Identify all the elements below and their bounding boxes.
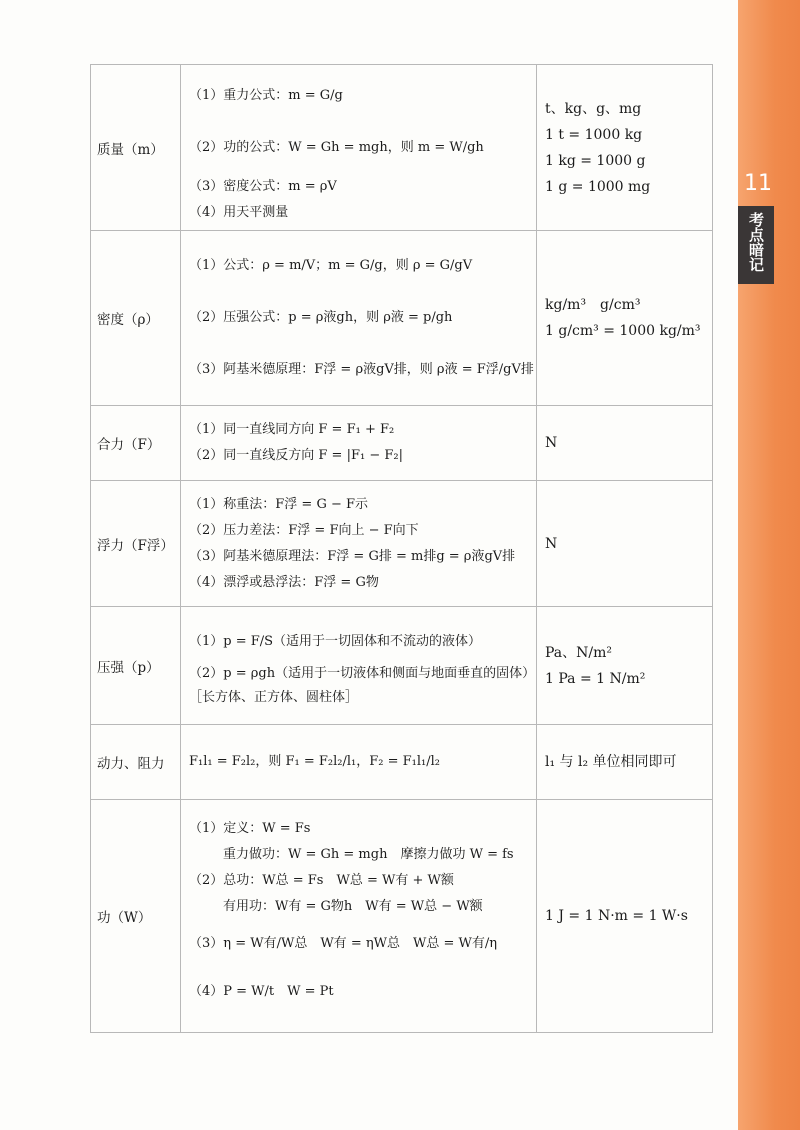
formula-line: （1）公式：ρ = m/V；m = G/g，则 ρ = G/gV bbox=[189, 258, 473, 273]
quantity-cell: 压强（p） bbox=[91, 607, 181, 725]
unit-cell bbox=[537, 406, 713, 481]
unit-cell bbox=[537, 725, 713, 800]
formula-line: （2）p = ρgh（适用于一切液体和侧面与地面垂直的固体）［长方体、正方体、圆柱体］ bbox=[189, 665, 529, 705]
quantity-cell: 合力（F） bbox=[91, 406, 181, 481]
unit-line: 1 t = 1000 kg bbox=[545, 126, 643, 143]
formula-line: （3）η = W有/W总 W有 = ηW总 W总 = W有/η bbox=[189, 936, 498, 951]
unit-line: Pa、N/m² bbox=[545, 644, 612, 661]
unit-line: N bbox=[545, 435, 558, 451]
unit-line: 1 J = 1 N·m = 1 W·s bbox=[545, 908, 688, 924]
unit-cell bbox=[537, 481, 713, 607]
formula-line: 重力做功：W = Gh = mgh 摩擦力做功 W = fs bbox=[223, 847, 514, 862]
formula-line: （2）功的公式：W = Gh = mgh，则 m = W/gh bbox=[189, 139, 484, 155]
unit-line: N bbox=[545, 535, 558, 552]
formula-line: 有用功：W有 = G物h W有 = W总 − W额 bbox=[223, 899, 483, 914]
formula-line: （2）压力差法：F浮 = F向上 − F向下 bbox=[189, 522, 419, 538]
formula-line: （4）用天平测量 bbox=[189, 204, 289, 220]
chapter-tab-label: 考点暗记 bbox=[747, 212, 765, 272]
formula-line: （1）称重法：F浮 = G − F示 bbox=[189, 496, 369, 512]
formula-line: （4）P = W/t W = Pt bbox=[189, 984, 334, 999]
formula-line: （3）阿基米德原理：F浮 = ρ液gV排，则 ρ液 = F浮/gV排 bbox=[189, 362, 534, 377]
formula-cell bbox=[181, 65, 537, 231]
unit-line: t、kg、g、mg bbox=[545, 100, 642, 117]
formula-line: （1）定义：W = Fs bbox=[189, 821, 311, 836]
formula-line: （2）同一直线反方向 F = |F₁ − F₂| bbox=[189, 448, 403, 463]
unit-line: 1 kg = 1000 g bbox=[545, 152, 646, 169]
formula-line: （2）总功：W总 = Fs W总 = W有 + W额 bbox=[189, 873, 454, 888]
table-row-buoyancy bbox=[91, 481, 713, 607]
formula-cell bbox=[181, 406, 537, 481]
unit-line: kg/m³ g/cm³ bbox=[545, 297, 641, 313]
quantity-cell: 质量（m） bbox=[91, 65, 181, 231]
unit-line: 1 g/cm³ = 1000 kg/m³ bbox=[545, 323, 701, 339]
table-row-resultant-force bbox=[91, 406, 713, 481]
table-row-mass bbox=[91, 65, 713, 231]
formula-cell bbox=[181, 607, 537, 725]
table-row-density bbox=[91, 231, 713, 406]
quantity-cell: 密度（ρ） bbox=[91, 231, 181, 406]
unit-cell bbox=[537, 607, 713, 725]
chapter-number: 11 bbox=[744, 171, 772, 196]
table-row-lever bbox=[91, 725, 713, 800]
unit-line: l₁ 与 l₂ 单位相同即可 bbox=[545, 754, 677, 770]
formula-cell bbox=[181, 481, 537, 607]
unit-cell bbox=[537, 800, 713, 1033]
unit-line: 1 g = 1000 mg bbox=[545, 178, 651, 195]
unit-cell bbox=[537, 65, 713, 231]
formula-line: （2）压强公式：p = ρ液gh，则 ρ液 = p/gh bbox=[189, 310, 453, 325]
quantity-cell: 浮力（F浮） bbox=[91, 481, 181, 607]
formula-line: F₁l₁ = F₂l₂，则 F₁ = F₂l₂/l₁，F₂ = F₁l₁/l₂ bbox=[189, 754, 440, 769]
formula-cell bbox=[181, 800, 537, 1033]
formula-cell bbox=[181, 231, 537, 406]
table-row-work bbox=[91, 800, 713, 1033]
formula-line: （1）p = F/S（适用于一切固体和不流动的液体） bbox=[189, 633, 482, 649]
formula-line: （4）漂浮或悬浮法：F浮 = G物 bbox=[189, 574, 379, 590]
chapter-tab bbox=[738, 206, 774, 284]
table-row-pressure bbox=[91, 607, 713, 725]
unit-cell bbox=[537, 231, 713, 406]
unit-line: 1 Pa = 1 N/m² bbox=[545, 670, 646, 687]
formula-line: （3）阿基米德原理法：F浮 = G排 = m排g = ρ液gV排 bbox=[189, 548, 516, 564]
formula-line: （1）同一直线同方向 F = F₁ + F₂ bbox=[189, 422, 395, 437]
quantity-cell: 功（W） bbox=[91, 800, 181, 1033]
formula-line: （3）密度公式：m = ρV bbox=[189, 178, 337, 194]
quantity-cell: 动力、阻力 bbox=[91, 725, 181, 800]
formula-table bbox=[90, 64, 713, 1033]
formula-cell bbox=[181, 725, 537, 800]
formula-line: （1）重力公式：m = G/g bbox=[189, 87, 343, 103]
